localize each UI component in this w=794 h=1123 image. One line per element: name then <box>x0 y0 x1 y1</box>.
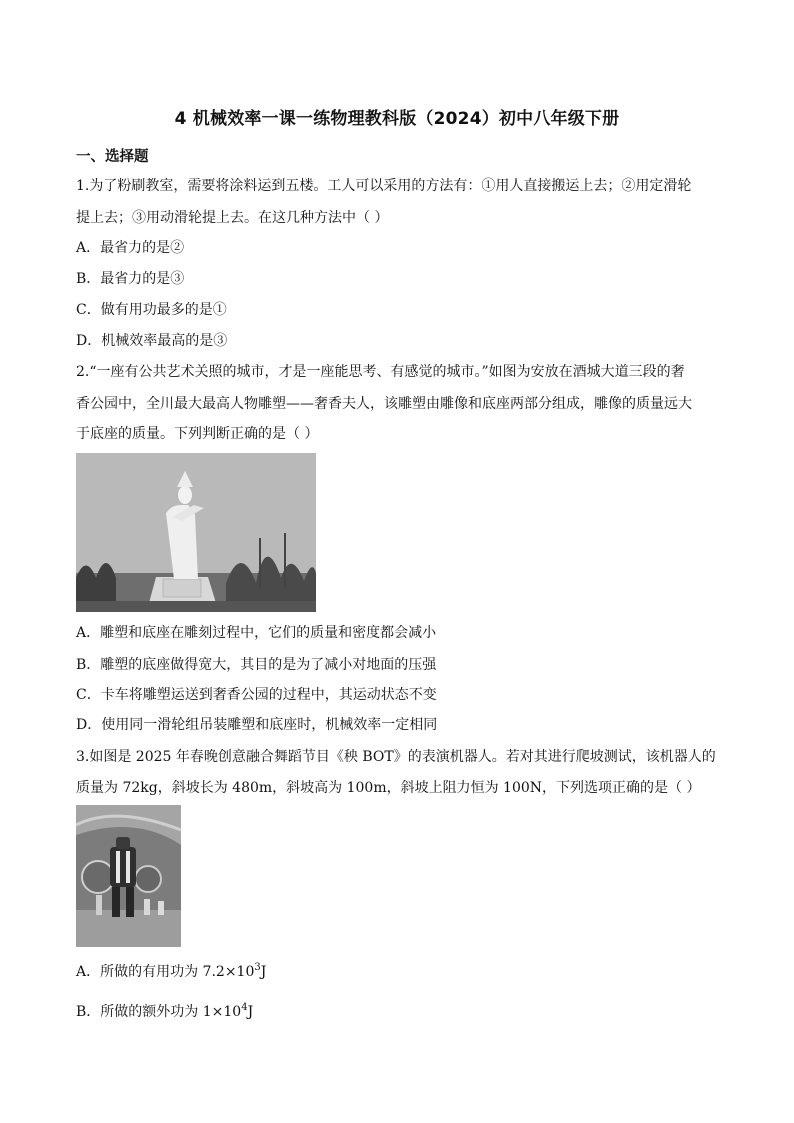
robot-photo <box>76 805 181 947</box>
statue-photo <box>76 453 316 612</box>
q3-option-a-base: A．所做的有用功为 7.2×10 <box>76 964 255 980</box>
q2-option-d: D．使用同一滑轮组吊装雕塑和底座时，机械效率一定相同 <box>76 717 438 733</box>
page-title: 4 机械效率一课一练物理教科版（2024）初中八年级下册 <box>174 109 620 129</box>
q1-option-a: A．最省力的是② <box>76 240 185 256</box>
q3-stem-line1: 3.如图是 2025 年春晚创意融合舞蹈节目《秧 BOT》的表演机器人。若对其进行爬坡测试，该机器人的 <box>76 749 716 765</box>
q2-option-a: A．雕塑和底座在雕刻过程中，它们的质量和密度都会减小 <box>76 625 437 641</box>
q3-option-b-unit: J <box>247 1004 254 1020</box>
q3-stem-line2: 质量为 72kg，斜坡长为 480m，斜坡高为 100m，斜坡上阻力恒为 100N，下列选项正确的是（ ） <box>76 780 701 796</box>
q1-option-d: D．机械效率最高的是③ <box>76 333 228 349</box>
q3-option-b-base: B．所做的额外功为 1×10 <box>76 1004 242 1020</box>
q3-option-a-unit: J <box>260 964 267 980</box>
section-heading: 一、选择题 <box>76 149 149 165</box>
robot-illustration <box>76 805 181 947</box>
q2-option-b: B．雕塑的底座做得宽大，其目的是为了减小对地面的压强 <box>76 657 437 673</box>
q3-option-a <box>76 963 266 981</box>
q2-option-c: C．卡车将雕塑运送到奢香公园的过程中，其运动状态不变 <box>76 687 437 703</box>
q1-option-b: B．最省力的是③ <box>76 271 185 287</box>
q3-option-b-exponent: 4 <box>241 1002 248 1013</box>
q3-option-b <box>76 1003 253 1021</box>
q1-stem-line1: 1.为了粉刷教室，需要将涂料运到五楼。工人可以采用的方法有：①用人直接搬运上去；②用定滑轮 <box>76 178 692 194</box>
q1-option-c: C．做有用功最多的是① <box>76 302 227 318</box>
q2-stem-line2: 香公园中，全川最大最高人物雕塑——奢香夫人，该雕塑由雕像和底座两部分组成，雕像的质量远大 <box>76 396 692 412</box>
q2-stem-line3: 于底座的质量。下列判断正确的是（ ） <box>76 426 319 442</box>
statue-illustration <box>76 453 316 612</box>
q2-stem-line1: 2.“一座有公共艺术关照的城市，才是一座能思考、有感觉的城市。”如图为安放在酒城大道三段的奢 <box>76 364 685 380</box>
q3-option-a-exponent: 3 <box>254 962 261 973</box>
q1-stem-line2: 提上去；③用动滑轮提上去。在这几种方法中（ ） <box>76 210 389 226</box>
